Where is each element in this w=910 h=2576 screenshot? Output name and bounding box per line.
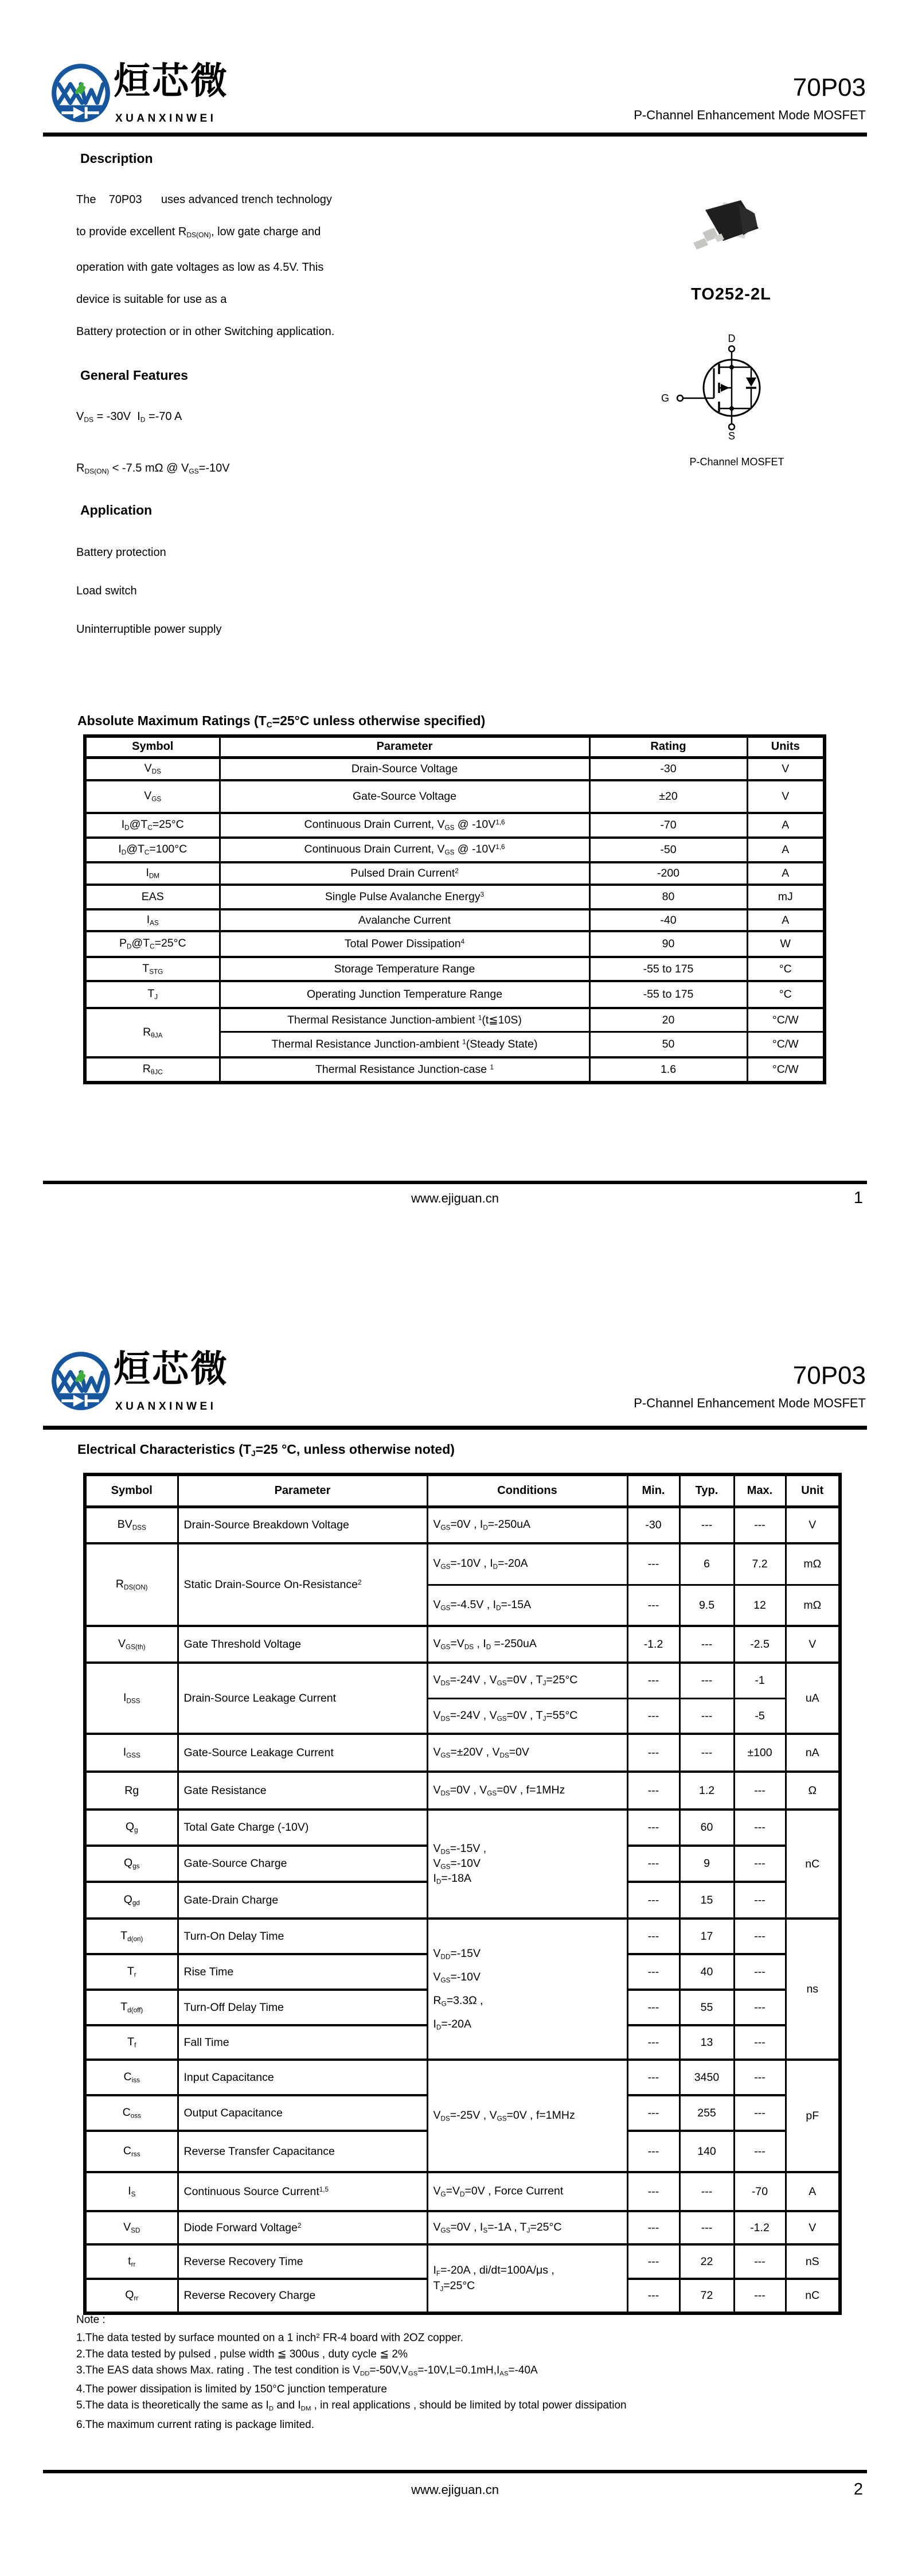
table-cell: --- xyxy=(679,1663,734,1698)
footer-website: www.ejiguan.cn xyxy=(411,2482,499,2497)
header-divider xyxy=(43,1426,867,1430)
table-cell: $P_D@T_C=25^\circ C$ xyxy=(85,931,220,957)
table-cell: -1 xyxy=(734,1663,786,1698)
table-cell: Operating Junction Temperature Range xyxy=(220,981,589,1008)
description-paragraph xyxy=(76,184,334,348)
table-cell: 1.6 xyxy=(589,1057,747,1083)
table-cell: -5 xyxy=(734,1698,786,1734)
table-cell: Turn-Off Delay Time xyxy=(178,1990,427,2025)
table-cell: Single Pulse Avalanche Energy$^3$ xyxy=(220,885,589,909)
table-cell: nA xyxy=(786,1734,840,1772)
table-cell: Reverse Recovery Charge xyxy=(178,2279,427,2313)
column-header: Parameter xyxy=(178,1474,427,1507)
table-cell: $V_{GS}$ xyxy=(85,780,220,813)
table-cell: $V_{DS}=-24V$ , $V_{GS}=0V$ , $T_J=55^\circ C$ xyxy=(427,1698,627,1734)
symbol-caption: P-Channel MOSFET xyxy=(689,456,784,468)
table-cell: --- xyxy=(627,2131,679,2172)
table-cell: 17 xyxy=(679,1919,734,1954)
table-cell: --- xyxy=(627,2025,679,2060)
table-cell: $I_{DSS}$ xyxy=(85,1663,178,1734)
part-number: 70P03 xyxy=(792,1361,866,1390)
part-number: 70P03 xyxy=(792,73,866,102)
table-cell: 1.2 xyxy=(679,1772,734,1810)
table-cell: --- xyxy=(627,1772,679,1810)
table-cell: Ω xyxy=(786,1772,840,1810)
table-cell: $T_{d(on)}$ xyxy=(85,1919,178,1954)
table-cell: 13 xyxy=(679,2025,734,2060)
table-cell: --- xyxy=(679,1698,734,1734)
column-header: Parameter xyxy=(220,736,589,757)
table-cell: W xyxy=(747,931,825,957)
table-cell: --- xyxy=(627,2172,679,2211)
table-cell: $T_f$ xyxy=(85,2025,178,2060)
table-cell: Reverse Transfer Capacitance xyxy=(178,2131,427,2172)
table-cell: V xyxy=(786,1626,840,1663)
table-cell: --- xyxy=(679,2172,734,2211)
table-cell: $t_{rr}$ xyxy=(85,2244,178,2279)
notes-title: Note : xyxy=(76,2314,106,2326)
table-cell: °C/W xyxy=(747,1032,825,1057)
table-cell: -55 to 175 xyxy=(589,981,747,1008)
note-line: 5.The data is theoretically the same as $I_D$ and $I_{DM}$ , in real applications , should be limited by total power dissipation xyxy=(76,2399,627,2412)
table-cell: --- xyxy=(734,1990,786,2025)
header-divider xyxy=(43,133,867,137)
table-row xyxy=(85,2060,840,2095)
data-grid xyxy=(83,1473,842,2315)
table-cell: nS xyxy=(786,2244,840,2279)
table-row xyxy=(85,813,825,838)
table-cell: Total Power Dissipation$^4$ xyxy=(220,931,589,957)
table-cell: --- xyxy=(734,1882,786,1919)
table-cell: 7.2 xyxy=(734,1543,786,1585)
table-cell: $V_{DS}=0V$ , $V_{GS}=0V$ , f=1MHz xyxy=(427,1772,627,1810)
table-cell: --- xyxy=(734,2244,786,2279)
table-cell: --- xyxy=(627,1543,679,1585)
table-cell: Static Drain-Source On-Resistance$^2$ xyxy=(178,1543,427,1626)
table-cell: $Q_{rr}$ xyxy=(85,2279,178,2313)
table-cell: Continuous Drain Current, $V_{GS}$ @ $-10V^{1,6}$ xyxy=(220,838,589,862)
table-cell: $R_{\theta JC}$ xyxy=(85,1057,220,1083)
package-photo xyxy=(688,193,774,264)
table-cell: --- xyxy=(627,1663,679,1698)
table-cell: °C xyxy=(747,957,825,981)
table-cell: --- xyxy=(734,1919,786,1954)
table-cell: Gate-Source Charge xyxy=(178,1846,427,1882)
table-cell: $BV_{DSS}$ xyxy=(85,1507,178,1543)
table-cell: 12 xyxy=(734,1585,786,1626)
column-header: Min. xyxy=(627,1474,679,1507)
table-cell: $V_{DS}=-24V$ , $V_{GS}=0V$ , $T_J=25^\circ C$ xyxy=(427,1663,627,1698)
footer-website: www.ejiguan.cn xyxy=(411,1191,499,1205)
table-cell: Continuous Drain Current, $V_{GS}$ @ $-10V^{1,6}$ xyxy=(220,813,589,838)
table-cell: Gate-Drain Charge xyxy=(178,1882,427,1919)
table-cell: Gate Threshold Voltage xyxy=(178,1626,427,1663)
table-row xyxy=(85,1663,840,1698)
table-cell: --- xyxy=(627,2095,679,2131)
table-row xyxy=(85,981,825,1008)
table-cell: $C_{oss}$ xyxy=(85,2095,178,2131)
table-cell: --- xyxy=(734,2279,786,2313)
table-row xyxy=(85,1057,825,1083)
feature-line: $R_{DS(ON)} < -7.5$ mΩ @ $V_{GS}=-10V$ xyxy=(76,461,230,476)
table-cell: -40 xyxy=(589,909,747,931)
table-cell: $T_J$ xyxy=(85,981,220,1008)
table-cell: --- xyxy=(627,1846,679,1882)
logo-emblem-icon xyxy=(49,1349,113,1413)
note-line: 4.The power dissipation is limited by 150°C junction temperature xyxy=(76,2383,387,2396)
application-line: Battery protection xyxy=(76,546,166,559)
table-cell: --- xyxy=(627,2244,679,2279)
header-row xyxy=(85,1474,840,1507)
datasheet-page-2 xyxy=(0,1288,910,2576)
table-cell: 55 xyxy=(679,1990,734,2025)
table-cell: --- xyxy=(627,1698,679,1734)
table-cell: -2.5 xyxy=(734,1626,786,1663)
package-name: TO252-2L xyxy=(691,285,771,303)
note-line: 3.The EAS data shows Max. rating . The test condition is $V_{DD}=-50V,V_{GS}=-10V,L=0.1mH,I_{AS}=-40A$ xyxy=(76,2364,538,2377)
table-cell: 90 xyxy=(589,931,747,957)
table-cell: Gate-Source Voltage xyxy=(220,780,589,813)
table-cell: -1.2 xyxy=(627,1626,679,1663)
table-cell: °C/W xyxy=(747,1008,825,1032)
table-cell: Diode Forward Voltage$^2$ xyxy=(178,2211,427,2244)
table-cell: A xyxy=(747,813,825,838)
table-row xyxy=(85,2244,840,2279)
table-cell: Gate Resistance xyxy=(178,1772,427,1810)
table-cell: $R_{DS(ON)}$ xyxy=(85,1543,178,1626)
table-cell: $Q_{gs}$ xyxy=(85,1846,178,1882)
column-header: Typ. xyxy=(679,1474,734,1507)
table-cell: uA xyxy=(786,1663,840,1734)
notes-list xyxy=(76,2328,627,2433)
table-cell: --- xyxy=(734,1810,786,1846)
table-cell: $I_S$ xyxy=(85,2172,178,2211)
application-line: Load switch xyxy=(76,585,137,597)
table-cell: Rise Time xyxy=(178,1954,427,1990)
footer-divider xyxy=(43,2470,867,2473)
brand-chinese-text: 烜芯微 xyxy=(114,60,229,102)
table-cell: Storage Temperature Range xyxy=(220,957,589,981)
table-cell: -30 xyxy=(589,757,747,780)
table-cell: A xyxy=(786,2172,840,2211)
table-cell: 22 xyxy=(679,2244,734,2279)
table-row xyxy=(85,780,825,813)
electrical-characteristics-table xyxy=(83,1473,842,2315)
table-row xyxy=(85,909,825,931)
table-cell: $I_{AS}$ xyxy=(85,909,220,931)
description-line: operation with gate voltages as low as 4.5V. This xyxy=(76,260,324,274)
table-cell: A xyxy=(747,909,825,931)
table-cell: 40 xyxy=(679,1954,734,1990)
table-cell: V xyxy=(747,780,825,813)
table-row xyxy=(85,885,825,909)
pin-label-g: G xyxy=(661,392,670,404)
table-cell: $T_{d(off)}$ xyxy=(85,1990,178,2025)
table-cell: nC xyxy=(786,1810,840,1919)
table-row xyxy=(85,862,825,885)
table-cell: 60 xyxy=(679,1810,734,1846)
table-cell: Drain-Source Voltage xyxy=(220,757,589,780)
page-number: 2 xyxy=(853,2480,863,2499)
table-cell: --- xyxy=(627,1990,679,2025)
header-row xyxy=(85,736,825,757)
application-line: Uninterruptible power supply xyxy=(76,623,222,636)
table-cell: Output Capacitance xyxy=(178,2095,427,2131)
description-line: device is suitable for use as a xyxy=(76,293,227,306)
table-cell: $T_{STG}$ xyxy=(85,957,220,981)
table-cell: Drain-Source Breakdown Voltage xyxy=(178,1507,427,1543)
description-line: to provide excellent $R_{DS(ON)}$, low gate charge and xyxy=(76,225,321,239)
table-cell: $V_{DS}=-15V$ , $V_{GS}=-10V$ $I_D=-18A$ xyxy=(427,1810,627,1919)
table-cell: 3450 xyxy=(679,2060,734,2095)
note-line: 2.The data tested by pulsed , pulse width ≦ 300us , duty cycle ≦ 2% xyxy=(76,2348,408,2360)
table-cell: mΩ xyxy=(786,1585,840,1626)
table-cell: --- xyxy=(679,1507,734,1543)
table-row xyxy=(85,931,825,957)
table-cell: Avalanche Current xyxy=(220,909,589,931)
table-cell: 9 xyxy=(679,1846,734,1882)
table-cell: V xyxy=(786,1507,840,1543)
table-cell: $V_G=V_D=0V$ , Force Current xyxy=(427,2172,627,2211)
table-cell: -30 xyxy=(627,1507,679,1543)
table-cell: $V_{GS}=0V$ , $I_D=-250uA$ xyxy=(427,1507,627,1543)
table-cell: 6 xyxy=(679,1543,734,1585)
table-cell: $V_{GS}=V_{DS}$ , $I_D =-250uA$ xyxy=(427,1626,627,1663)
table-cell: pF xyxy=(786,2060,840,2172)
abs-max-ratings-title: Absolute Maximum Ratings ($T_C=25^\circ C$ unless otherwise specified) xyxy=(77,713,486,730)
table-cell: --- xyxy=(627,1882,679,1919)
note-line: 6.The maximum current rating is package limited. xyxy=(76,2418,314,2431)
table-cell: $R_{\theta JA}$ xyxy=(85,1008,220,1057)
application-title: Application xyxy=(80,503,153,517)
column-header: Max. xyxy=(734,1474,786,1507)
table-cell: A xyxy=(747,862,825,885)
table-cell: $V_{DS}$ xyxy=(85,757,220,780)
table-cell: --- xyxy=(627,1810,679,1846)
abs-max-ratings-table xyxy=(83,734,826,1084)
table-cell: $Q_{gd}$ xyxy=(85,1882,178,1919)
table-cell: A xyxy=(747,838,825,862)
column-header: Unit xyxy=(786,1474,840,1507)
table-cell: 80 xyxy=(589,885,747,909)
table-cell: --- xyxy=(627,2279,679,2313)
table-cell: mJ xyxy=(747,885,825,909)
table-cell: ±100 xyxy=(734,1734,786,1772)
table-cell: $I_F=-20A$ , di/dt=100A/μs , $T_J=25^\circ C$ xyxy=(427,2244,627,2313)
table-cell: -200 xyxy=(589,862,747,885)
to252-package-icon xyxy=(688,193,774,264)
table-cell: Pulsed Drain Current$^2$ xyxy=(220,862,589,885)
table-cell: °C/W xyxy=(747,1057,825,1083)
pin-label-s: S xyxy=(728,430,736,441)
table-cell: Gate-Source Leakage Current xyxy=(178,1734,427,1772)
features-list xyxy=(76,392,230,495)
table-cell: -1.2 xyxy=(734,2211,786,2244)
column-header: Conditions xyxy=(427,1474,627,1507)
table-cell: -70 xyxy=(734,2172,786,2211)
table-cell: --- xyxy=(627,1734,679,1772)
table-cell: $I_D@T_C=100^\circ C$ xyxy=(85,838,220,862)
table-cell: $V_{GS}=\pm 20V$ , $V_{DS}=0V$ xyxy=(427,1734,627,1772)
table-cell: ±20 xyxy=(589,780,747,813)
table-cell: $V_{GS(th)}$ xyxy=(85,1626,178,1663)
table-cell: Thermal Resistance Junction-ambient $^1$(Steady State) xyxy=(220,1032,589,1057)
table-cell: Turn-On Delay Time xyxy=(178,1919,427,1954)
table-cell: --- xyxy=(627,1585,679,1626)
table-cell: $V_{DD}=-15V$ $V_{GS}=-10V$ $R_G=3.3\Omega$ , $I_D=-20A$ xyxy=(427,1919,627,2060)
table-cell: 72 xyxy=(679,2279,734,2313)
table-cell: 50 xyxy=(589,1032,747,1057)
table-cell: 140 xyxy=(679,2131,734,2172)
table-cell: --- xyxy=(679,2211,734,2244)
table-cell: $V_{SD}$ xyxy=(85,2211,178,2244)
table-row xyxy=(85,1626,840,1663)
table-cell: $I_{GSS}$ xyxy=(85,1734,178,1772)
table-cell: EAS xyxy=(85,885,220,909)
table-cell: 15 xyxy=(679,1882,734,1919)
table-cell: $V_{GS}=-4.5V$ , $I_D=-15A$ xyxy=(427,1585,627,1626)
description-line: Battery protection or in other Switching application. xyxy=(76,325,335,338)
table-cell: °C xyxy=(747,981,825,1008)
table-cell: ns xyxy=(786,1919,840,2060)
table-cell: --- xyxy=(679,1734,734,1772)
column-header: Symbol xyxy=(85,1474,178,1507)
table-cell: --- xyxy=(679,1626,734,1663)
electrical-characteristics-title: Electrical Characteristics ($T_J=25$ °C, unless otherwise noted) xyxy=(77,1442,455,1458)
table-row xyxy=(85,1772,840,1810)
table-row xyxy=(85,2211,840,2244)
table-cell: $V_{DS}=-25V$ , $V_{GS}=0V$ , f=1MHz xyxy=(427,2060,627,2172)
table-cell: Input Capacitance xyxy=(178,2060,427,2095)
feature-line: $V_{DS} = -30V$ $I_D =-70$ A xyxy=(76,410,182,424)
column-header: Symbol xyxy=(85,736,220,757)
table-cell: --- xyxy=(734,2025,786,2060)
table-cell: --- xyxy=(734,1772,786,1810)
table-cell: $V_{GS}=-10V$ , $I_D=-20A$ xyxy=(427,1543,627,1585)
table-cell: $C_{rss}$ xyxy=(85,2131,178,2172)
pin-label-d: D xyxy=(728,333,736,344)
table-cell: $V_{GS}=0V$ , $I_S=-1A$ , $T_J=25^\circ C$ xyxy=(427,2211,627,2244)
brand-latin-text: XUANXINWEI xyxy=(115,1400,217,1412)
table-row xyxy=(85,1810,840,1846)
table-row xyxy=(85,1008,825,1032)
table-row xyxy=(85,1919,840,1954)
table-cell: Thermal Resistance Junction-ambient $^1$(t≦10S) xyxy=(220,1008,589,1032)
table-cell: Rg xyxy=(85,1772,178,1810)
table-cell: --- xyxy=(734,2060,786,2095)
note-line: 1.The data tested by surface mounted on a 1 inch$^2$ FR-4 board with 2OZ copper. xyxy=(76,2332,463,2344)
table-cell: -70 xyxy=(589,813,747,838)
table-cell: --- xyxy=(734,1954,786,1990)
table-cell: $I_D@T_C=25^\circ C$ xyxy=(85,813,220,838)
data-grid xyxy=(83,734,826,1084)
table-cell: -50 xyxy=(589,838,747,862)
table-row xyxy=(85,1734,840,1772)
brand-chinese-text: 烜芯微 xyxy=(114,1348,229,1390)
company-logo xyxy=(49,1349,290,1423)
table-cell: $Q_g$ xyxy=(85,1810,178,1846)
table-cell: --- xyxy=(734,2095,786,2131)
table-cell: --- xyxy=(734,1507,786,1543)
table-cell: --- xyxy=(627,1954,679,1990)
description-line: The 70P03 uses advanced trench technology xyxy=(76,193,332,206)
table-cell: --- xyxy=(627,2060,679,2095)
footer-divider xyxy=(43,1181,867,1184)
table-cell: Fall Time xyxy=(178,2025,427,2060)
features-title: General Features xyxy=(80,368,188,383)
table-cell: --- xyxy=(627,2211,679,2244)
company-logo xyxy=(49,61,290,135)
table-row xyxy=(85,2172,840,2211)
table-cell: V xyxy=(747,757,825,780)
table-row xyxy=(85,1543,840,1585)
description-title: Description xyxy=(80,151,153,166)
brand-latin-text: XUANXINWEI xyxy=(115,112,217,124)
table-cell: Reverse Recovery Time xyxy=(178,2244,427,2279)
table-cell: Thermal Resistance Junction-case $^1$ xyxy=(220,1057,589,1083)
table-cell: $T_r$ xyxy=(85,1954,178,1990)
table-cell: Total Gate Charge (-10V) xyxy=(178,1810,427,1846)
application-list xyxy=(76,534,221,649)
column-header: Rating xyxy=(589,736,747,757)
table-cell: -55 to 175 xyxy=(589,957,747,981)
table-cell: $C_{iss}$ xyxy=(85,2060,178,2095)
mosfet-symbol xyxy=(654,332,791,441)
table-cell: Drain-Source Leakage Current xyxy=(178,1663,427,1734)
table-row xyxy=(85,838,825,862)
logo-emblem-icon xyxy=(49,61,113,125)
table-cell: $I_{DM}$ xyxy=(85,862,220,885)
table-cell: nC xyxy=(786,2279,840,2313)
table-cell: 20 xyxy=(589,1008,747,1032)
table-cell: 255 xyxy=(679,2095,734,2131)
table-row xyxy=(85,757,825,780)
table-cell: Continuous Source Current$^{1,5}$ xyxy=(178,2172,427,2211)
table-cell: mΩ xyxy=(786,1543,840,1585)
p-channel-mosfet-schematic-icon xyxy=(654,332,791,441)
table-cell: V xyxy=(786,2211,840,2244)
table-cell: --- xyxy=(734,2131,786,2172)
part-subtitle: P-Channel Enhancement Mode MOSFET xyxy=(634,108,866,122)
part-subtitle: P-Channel Enhancement Mode MOSFET xyxy=(634,1396,866,1410)
table-cell: 9.5 xyxy=(679,1585,734,1626)
table-cell: --- xyxy=(627,1919,679,1954)
page-number: 1 xyxy=(853,1189,863,1207)
table-cell: --- xyxy=(734,1846,786,1882)
column-header: Units xyxy=(747,736,825,757)
table-row xyxy=(85,957,825,981)
table-row xyxy=(85,1507,840,1543)
